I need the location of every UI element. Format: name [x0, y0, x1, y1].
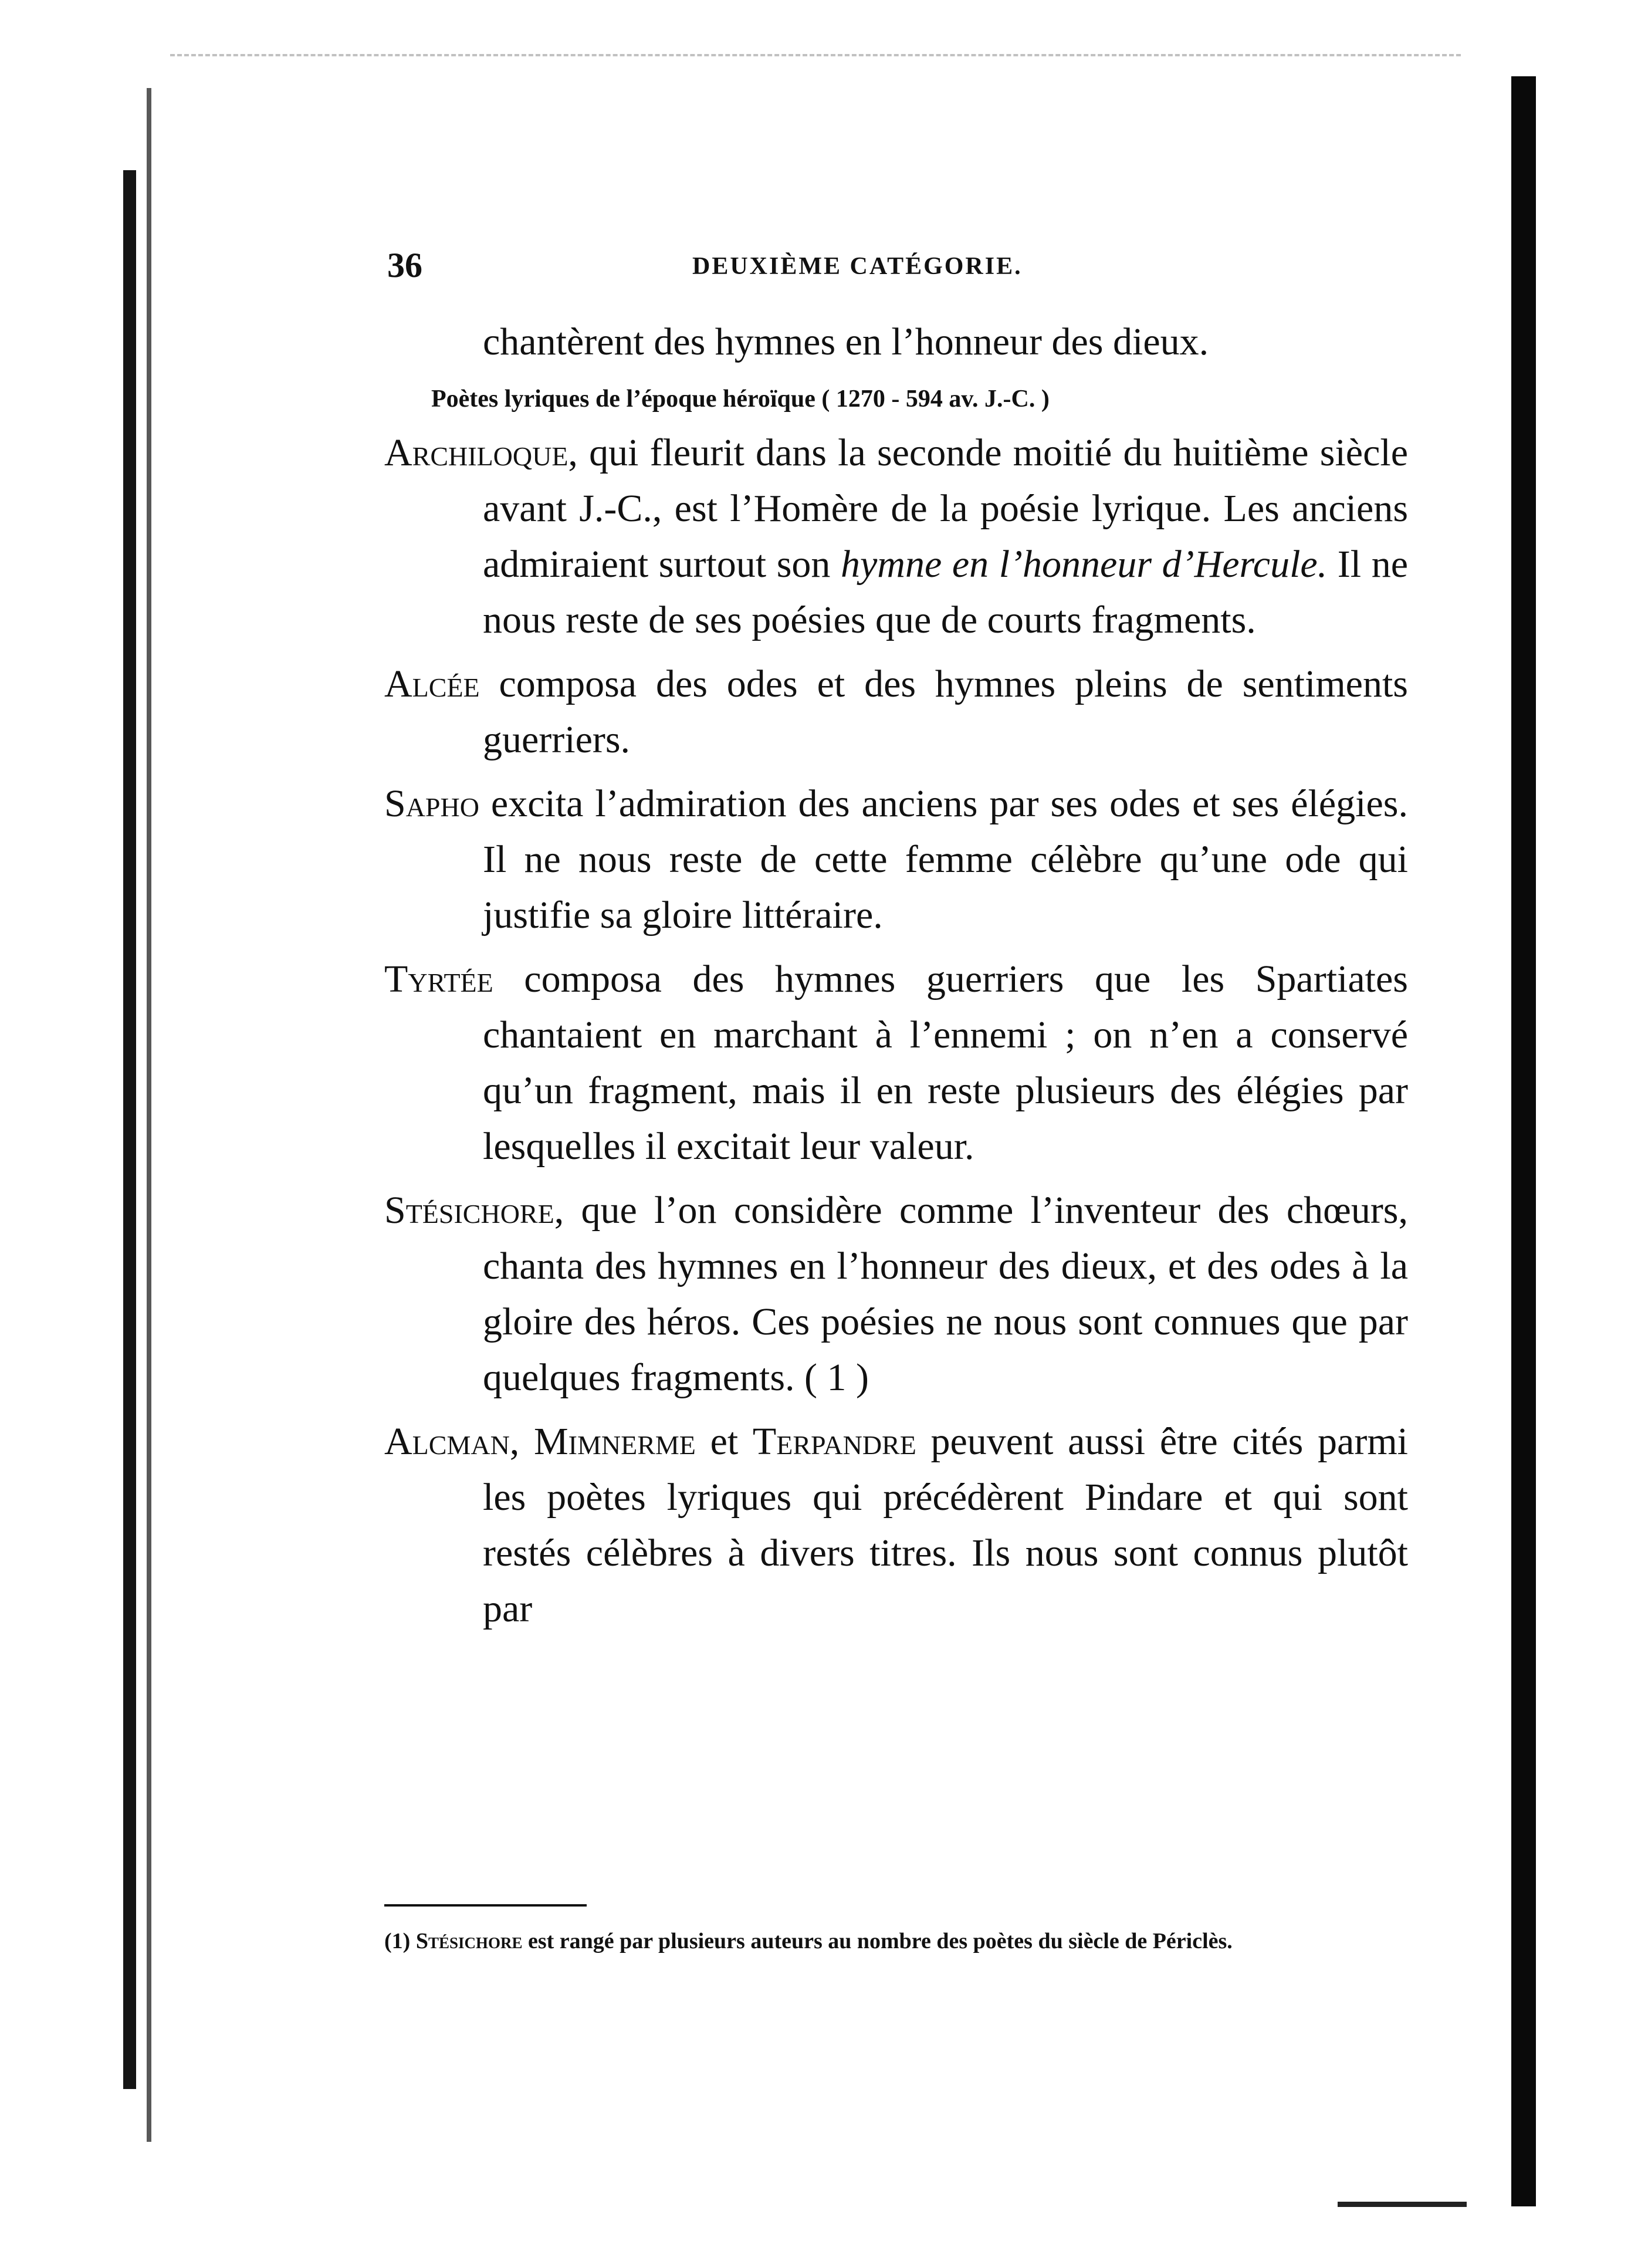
poet-name: Alcée	[384, 663, 480, 705]
poet-name: Mimnerme	[534, 1420, 696, 1463]
poet-name: Alcman,	[384, 1420, 520, 1463]
entry-stesichore: Stésichore, que l’on considère comme l’inventeur des chœurs, chanta des hymnes en l’honneur des dieux, et des odes à la gloire des héros. Ces poésies ne nous sont connues que par quelques fragments. ( 1 )	[384, 1189, 1408, 1399]
entry-tyrtee: Tyrtée composa des hymnes guerriers que les Spartiates chantaient en marchant à l’ennemi ; on n’en a conservé qu’un fragment, mais il en reste plusieurs des élégies par lesquelles il excitait leur valeur.	[384, 958, 1408, 1168]
continued-line: chantèrent des hymnes en l’honneur des dieux.	[483, 320, 1209, 363]
entry-sapho: Sapho excita l’admiration des anciens par ses odes et ses élégies. Il ne nous reste de cette femme célèbre qu’une ode qui justifie sa gloire littéraire.	[384, 782, 1408, 937]
entry-archiloque: Archiloque, qui fleurit dans la seconde moitié du huitième siècle avant J.-C., est l’Homère de la poésie lyrique. Les anciens admiraient surtout son hymne en l’honneur d’Hercule. Il ne nous reste de ses poésies que de courts fragments.	[384, 431, 1409, 641]
work-title: hymne en l’honneur d’Hercule.	[841, 543, 1328, 586]
section-heading: Poètes lyriques de l’époque héroïque ( 1270 - 594 av. J.-C. )	[431, 386, 1050, 413]
page-number: 36	[387, 246, 422, 285]
footnote-rule	[384, 1904, 587, 1907]
poet-name: Archiloque,	[384, 431, 578, 474]
poet-name: Terpandre	[752, 1420, 916, 1463]
poet-name: Tyrtée	[384, 958, 493, 1001]
footnote-poet-name: Stésichore	[415, 1929, 523, 1953]
body-text	[384, 314, 1408, 1637]
entry-alcman: Alcman, Mimnerme et Terpandre peuvent aussi être cités parmi les poètes lyriques qui précédèrent Pindare et qui sont restés célèbres à divers titres. Ils nous sont connus plutôt par	[384, 1420, 1408, 1630]
poet-name: Sapho	[384, 782, 479, 825]
entry-alcee: Alcée composa des odes et des hymnes pleins de sentiments guerriers.	[384, 663, 1408, 761]
poet-name: Stésichore,	[384, 1189, 564, 1232]
running-head: DEUXIÈME CATÉGORIE.	[692, 253, 1023, 280]
page-header	[387, 245, 1408, 286]
footnote: (1) Stésichore est rangé par plusieurs auteurs au nombre des poètes du siècle de Périclès.	[384, 1929, 1233, 1953]
